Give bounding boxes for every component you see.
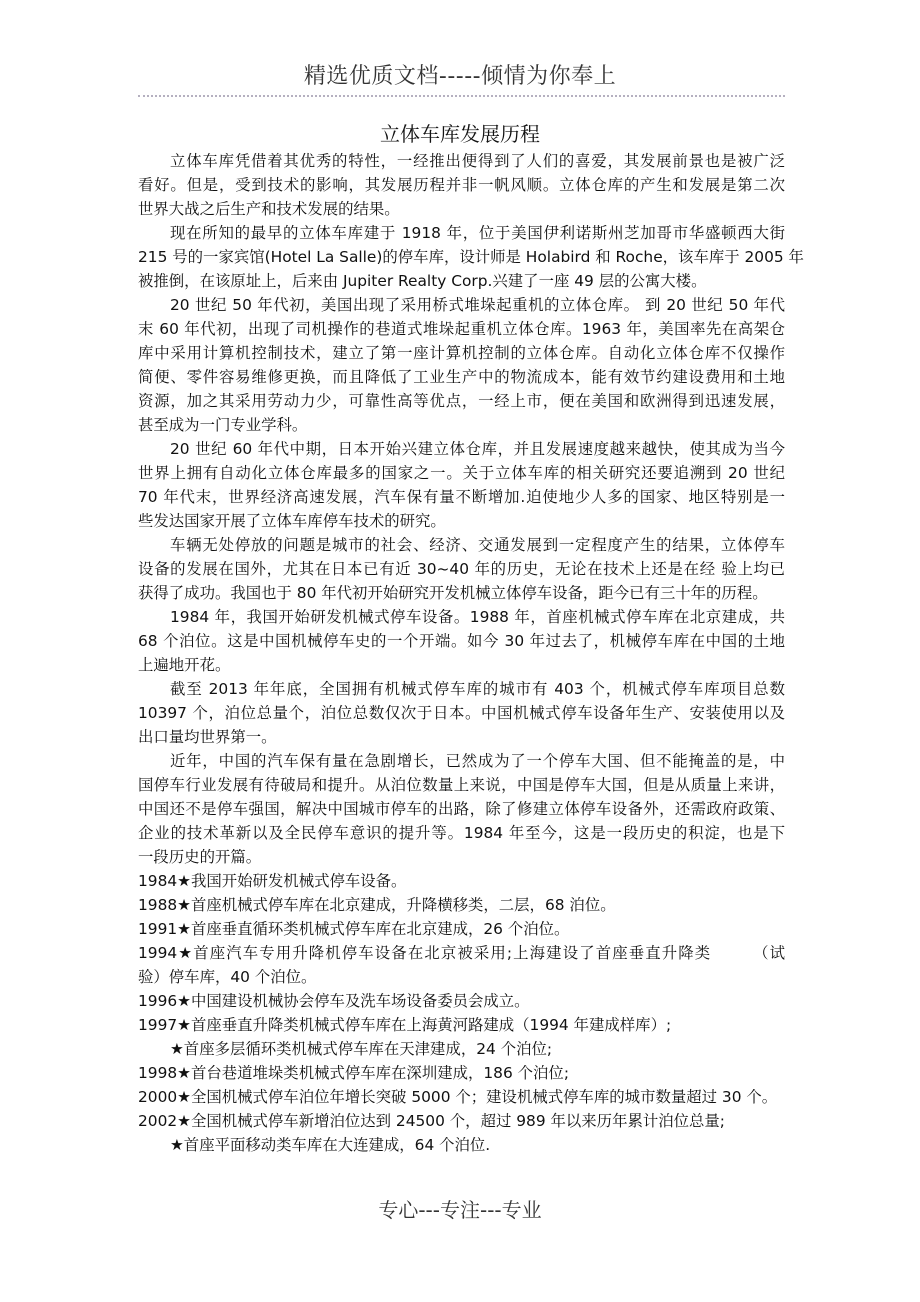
timeline-item: ★首座多层循环类机械式停车库在天津建成，24 个泊位; <box>170 1040 553 1058</box>
timeline-item: 验）停车库，40 个泊位。 <box>138 968 317 986</box>
timeline-item: 1988★首座机械式停车库在北京建成，升降横移类，二层，68 泊位。 <box>138 896 616 914</box>
paragraph-line: 一段历史的开篇。 <box>138 848 262 866</box>
paragraph-line: 车辆无处停放的问题是城市的社会、经济、交通发展到一定程度产生的结果，立体停车 <box>170 536 785 554</box>
timeline-item: 1994★首座汽车专用升降机停车设备在北京被采用;上海建设了首座垂直升降类 （试 <box>138 944 785 962</box>
paragraph-line: 近年，中国的汽车保有量在急剧增长，已然成为了一个停车大国、但不能掩盖的是，中 <box>170 752 785 770</box>
paragraph-line: 世界上拥有自动化立体仓库最多的国家之一。关于立体车库的相关研究还要追溯到 20 世纪 <box>138 464 785 482</box>
paragraph-line: 世界大战之后生产和技术发展的结果。 <box>138 200 400 218</box>
paragraph <box>138 749 785 869</box>
paragraph-line: 截至 2013 年年底，全国拥有机械式停车库的城市有 403 个，机械式停车库项目总数 <box>170 680 785 698</box>
timeline-item: 1996★中国建设机械协会停车及洗车场设备委员会成立。 <box>138 992 530 1010</box>
paragraph <box>138 533 785 605</box>
paragraph <box>138 677 785 749</box>
timeline-item: 1998★首台巷道堆垛类机械式停车库在深圳建成，186 个泊位; <box>138 1064 570 1082</box>
paragraph-line: 上遍地开花。 <box>138 656 231 674</box>
paragraph-line: 被推倒，在该原址上，后来由 Jupiter Realty Corp.兴建了一座 49 层的公寓大楼。 <box>138 272 707 290</box>
paragraph-line: 国停车行业发展有待破局和提升。从泊位数量上来说，中国是停车大国，但是从质量上来讲， <box>138 776 785 794</box>
paragraph <box>138 437 785 533</box>
paragraph-line: 10397 个，泊位总量个，泊位总数仅次于日本。中国机械式停车设备年生产、安装使用以及 <box>138 704 785 722</box>
paragraph-line: 1984 年，我国开始研发机械式停车设备。1988 年，首座机械式停车库在北京建成，共 <box>170 608 785 626</box>
paragraph-line: 中国还不是停车强国，解决中国城市停车的出路，除了修建立体停车设备外，还需政府政策、 <box>138 800 785 818</box>
paragraph <box>138 221 804 293</box>
paragraph-line: 资源，加之其采用劳动力少，可靠性高等优点，一经上市，便在美国和欧洲得到迅速发展， <box>138 392 785 410</box>
paragraph <box>138 605 785 677</box>
paragraph-line: 末 60 年代初，出现了司机操作的巷道式堆垛起重机立体仓库。1963 年，美国率先在高架仓 <box>138 320 785 338</box>
timeline-item: 1991★首座垂直循环类机械式停车库在北京建成，26 个泊位。 <box>138 920 570 938</box>
paragraph-line: 甚至成为一门专业学科。 <box>138 416 308 434</box>
page-header: 精选优质文档-----倾情为你奉上 <box>303 64 617 89</box>
paragraph-line: 20 世纪 60 年代中期，日本开始兴建立体仓库，并且发展速度越来越快，使其成为当今 <box>170 440 785 458</box>
document-body <box>138 149 804 1157</box>
paragraph-line: 企业的技术革新以及全民停车意识的提升等。1984 年至今，这是一段历史的积淀，也是下 <box>138 824 785 842</box>
page-footer: 专心---专注---专业 <box>378 1198 542 1222</box>
paragraph-line: 设备的发展在国外，尤其在日本已有近 30~40 年的历史，无论在技术上还是在经 验上均已 <box>138 560 785 578</box>
paragraph-line: 获得了成功。我国也于 80 年代初开始研究开发机械立体停车设备，距今已有三十年的历程。 <box>138 584 768 602</box>
paragraph-line: 库中采用计算机控制技术，建立了第一座计算机控制的立体仓库。自动化立体仓库不仅操作 <box>138 344 785 362</box>
paragraph <box>138 149 785 221</box>
paragraph-line: 立体车库凭借着其优秀的特性，一经推出便得到了人们的喜爱，其发展前景也是被广泛 <box>170 152 785 170</box>
timeline-item: 1984★我国开始研发机械式停车设备。 <box>138 872 407 890</box>
paragraph-line: 20 世纪 50 年代初，美国出现了采用桥式堆垛起重机的立体仓库。 到 20 世纪 50 年代 <box>170 296 785 314</box>
paragraph-line: 出口量均世界第一。 <box>138 728 277 746</box>
paragraph-line: 215 号的一家宾馆(Hotel La Salle)的停车库，设计师是 Holabird 和 Roche，该车库于 2005 年 <box>138 248 804 266</box>
paragraph-line: 简便、零件容易维修更换，而且降低了工业生产中的物流成本，能有效节约建设费用和土地 <box>138 368 785 386</box>
paragraphs <box>138 149 804 869</box>
header-divider <box>138 95 785 97</box>
paragraph-line: 现在所知的最早的立体车库建于 1918 年，位于美国伊利诺斯州芝加哥市华盛顿西大街 <box>170 224 785 242</box>
timeline-item: 1997★首座垂直升降类机械式停车库在上海黄河路建成（1994 年建成样库）; <box>138 1016 672 1034</box>
document-title: 立体车库发展历程 <box>380 122 540 146</box>
timeline-list <box>138 869 785 1157</box>
paragraph-line: 些发达国家开展了立体车库停车技术的研究。 <box>138 512 446 530</box>
timeline-item: 2002★全国机械式停车新增泊位达到 24500 个，超过 989 年以来历年累计泊位总量; <box>138 1112 725 1130</box>
paragraph-line: 70 年代末，世界经济高速发展，汽车保有量不断增加.迫使地少人多的国家、地区特别是一 <box>138 488 785 506</box>
paragraph <box>138 293 785 437</box>
timeline-item: 2000★全国机械式停车泊位年增长突破 5000 个；建设机械式停车库的城市数量超过 30 个。 <box>138 1088 778 1106</box>
paragraph-line: 68 个泊位。这是中国机械停车史的一个开端。如今 30 年过去了，机械停车库在中国的土地 <box>138 632 785 650</box>
paragraph-line: 看好。但是，受到技术的影响，其发展历程并非一帆风顺。立体仓库的产生和发展是第二次 <box>138 176 785 194</box>
timeline-item: ★首座平面移动类车库在大连建成，64 个泊位. <box>170 1136 491 1154</box>
